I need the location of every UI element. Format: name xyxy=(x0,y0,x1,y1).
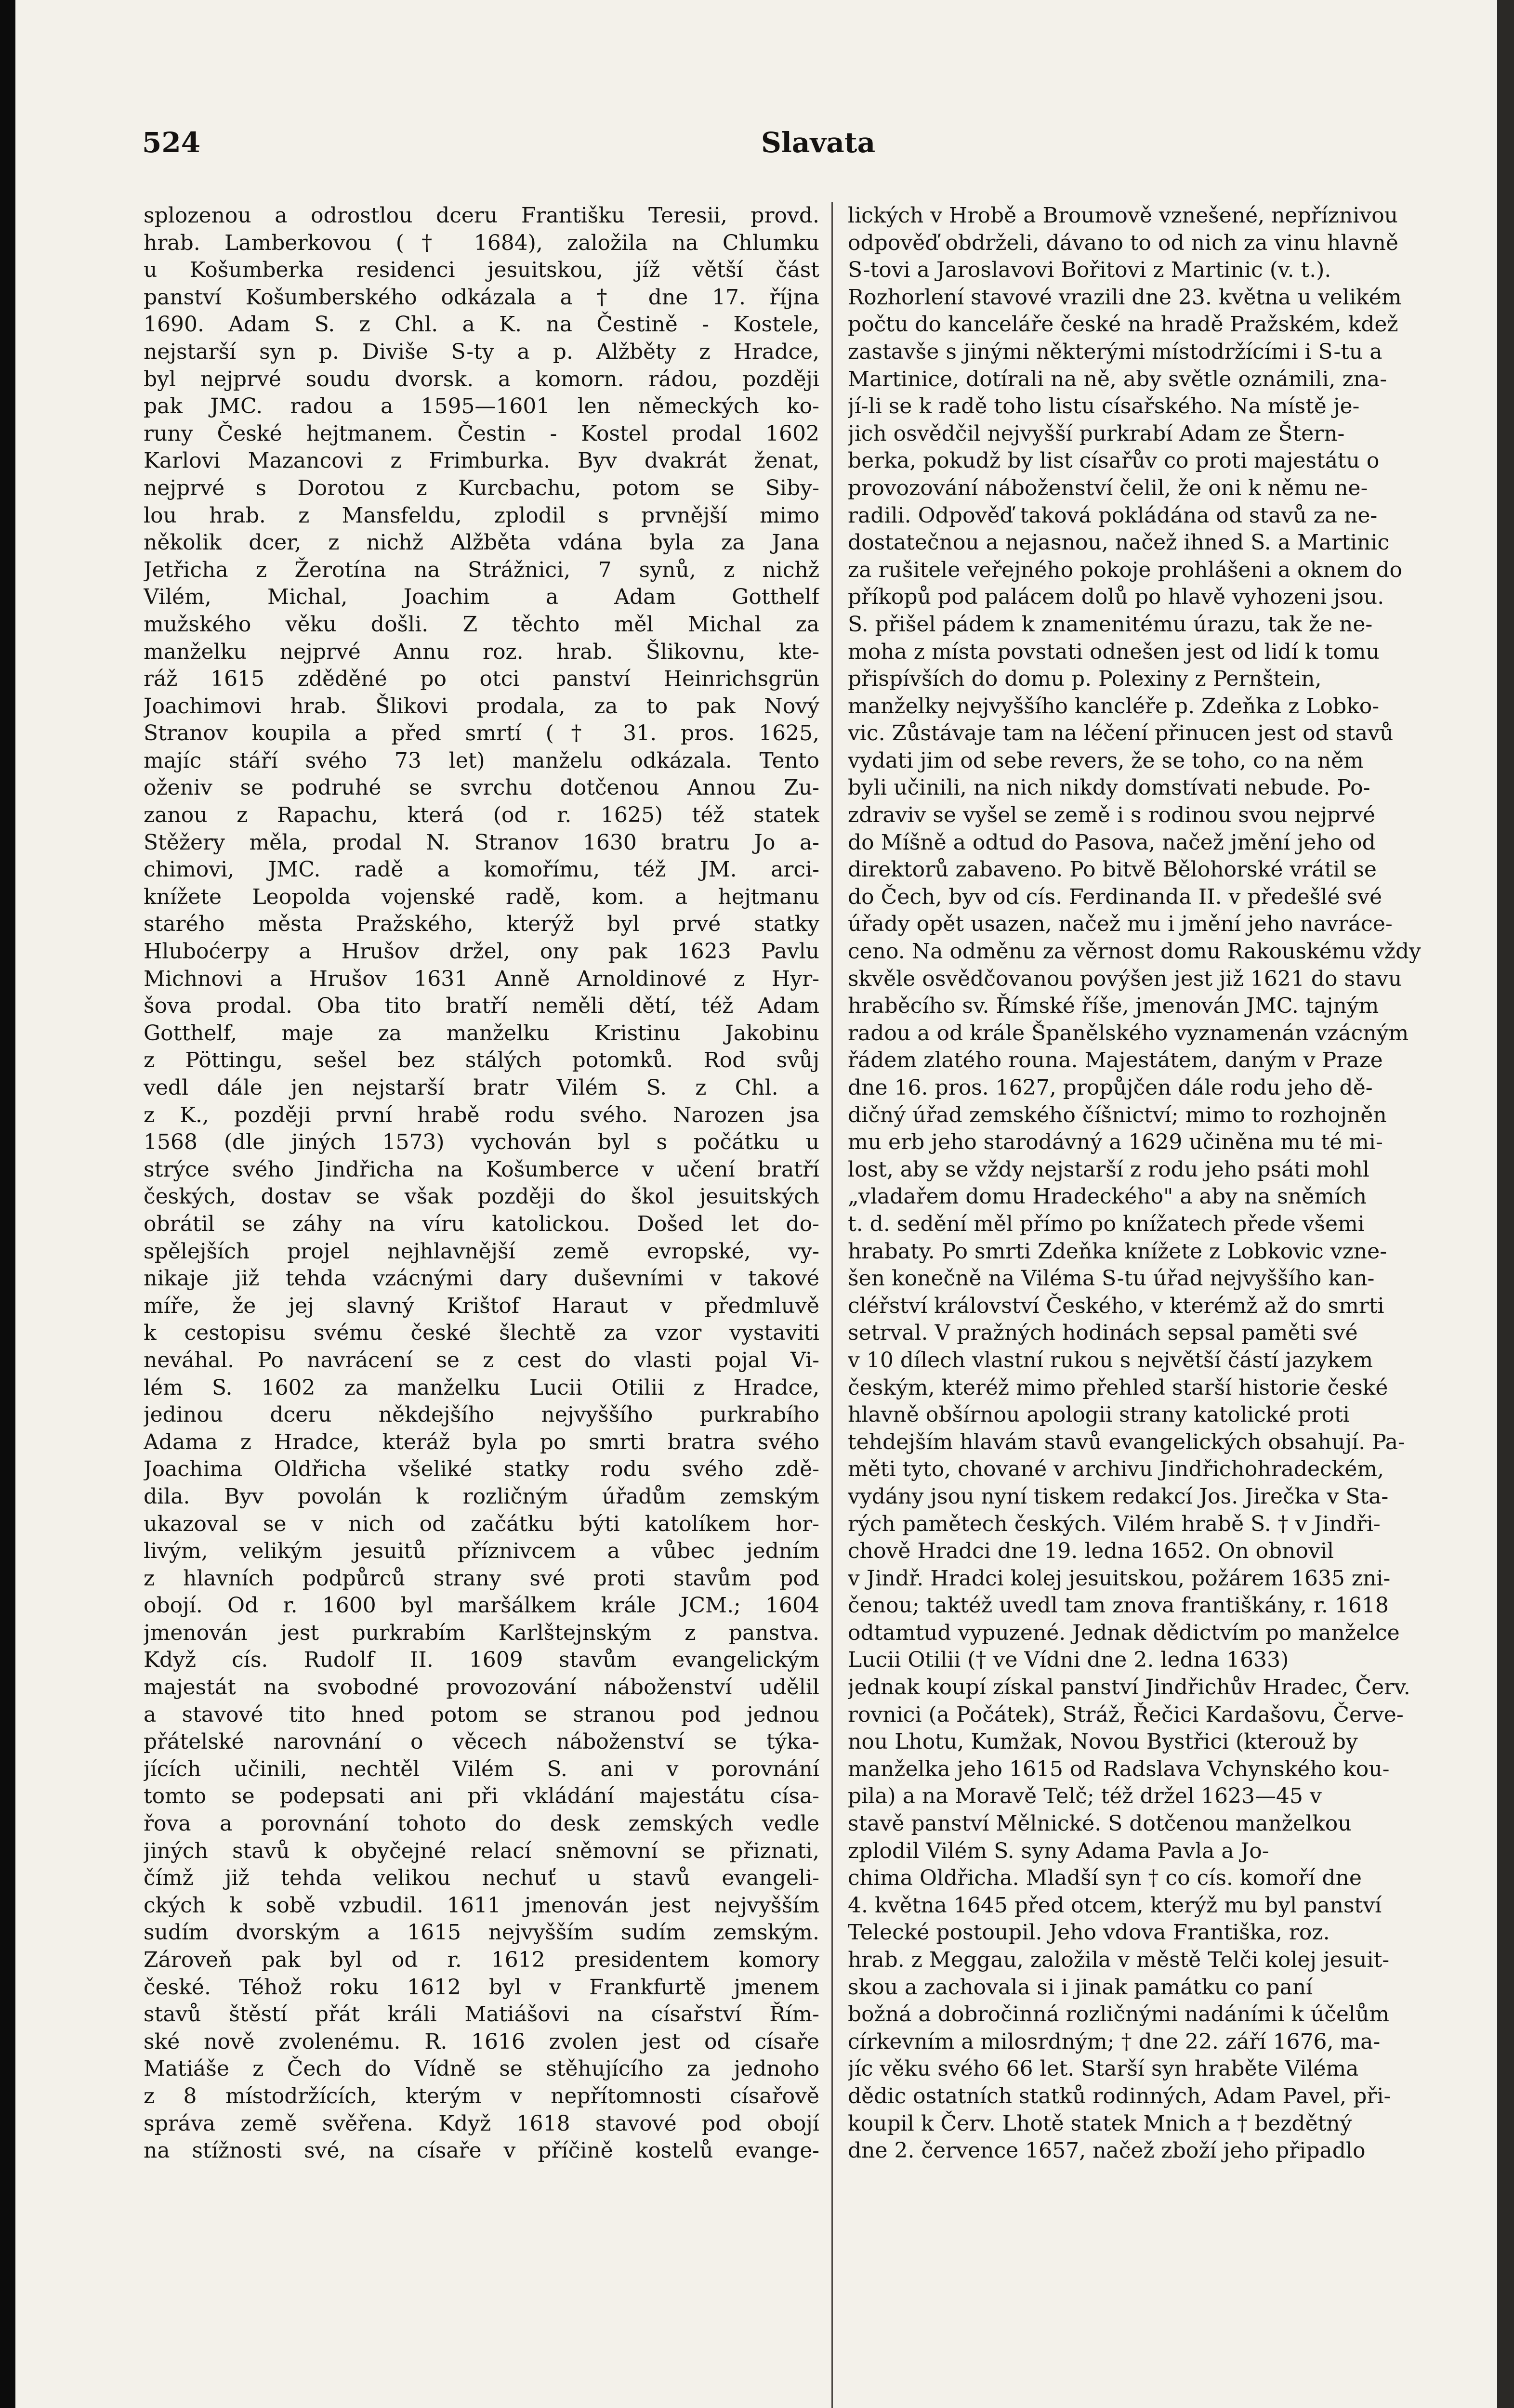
left-column-line: manželku nejprvé Annu roz. hrab. Šlikovnu, kte- xyxy=(144,639,819,664)
right-column-line: „vladařem domu Hradeckého" a aby na sněmích xyxy=(848,1184,1367,1209)
right-column-line: jí-li se k radě toho listu císařského. Na místě je- xyxy=(848,394,1360,419)
left-column-line: šova prodal. Oba tito bratří neměli dětí, též Adam xyxy=(144,994,819,1019)
right-column-line: jich osvědčil nejvyšší purkrabí Adam ze Štern- xyxy=(848,421,1345,446)
right-column-line: zastavše s jinými některými místodržícími i S-tu a xyxy=(848,339,1382,364)
right-column-line: Rozhorlení stavové vrazili dne 23. května u velikém xyxy=(848,285,1402,310)
left-column-line: z K., později první hrabě rodu svého. Narozen jsa xyxy=(144,1102,819,1127)
left-column-line: knížete Leopolda vojenské radě, kom. a hejtmanu xyxy=(144,884,819,909)
right-column-line: provozování náboženství čelil, že oni k němu ne- xyxy=(848,475,1368,500)
right-column-line: skvěle osvědčovanou povýšen jest již 1621 do stavu xyxy=(848,966,1402,991)
left-column-line: strýce svého Jindřicha na Košumberce v učení bratří xyxy=(144,1157,819,1182)
right-column-line: direktorů zabaveno. Po bitvě Bělohorské vrátil se xyxy=(848,857,1377,882)
right-column-line: chově Hradci dne 19. ledna 1652. On obnovil xyxy=(848,1539,1334,1564)
running-head: Slavata xyxy=(761,126,876,159)
right-column-line: lost, aby se vždy nejstarší z rodu jeho psáti mohl xyxy=(848,1157,1369,1182)
right-column-line: rých pamětech českých. Vilém hrabě S. † v Jindři- xyxy=(848,1511,1381,1536)
right-column-line: cléřství království Českého, v kterémž až do smrti xyxy=(848,1293,1384,1318)
left-column-line: Když cís. Rudolf II. 1609 stavům evangelickým xyxy=(144,1648,819,1673)
left-column-line: ráž 1615 zděděné po otci panství Heinrichsgrün xyxy=(144,667,819,692)
right-column-line: dostatečnou a nejasnou, načež ihned S. a Martinic xyxy=(848,530,1390,555)
left-column-line: byl nejprvé soudu dvorsk. a komorn. rádou, později xyxy=(144,366,819,392)
right-column-line: setrval. V pražných hodinách sepsal paměti své xyxy=(848,1321,1358,1346)
right-column-line: úřady opět usazen, načež mu i jmění jeho navráce- xyxy=(848,912,1393,937)
right-column-line: do Čech, byv od cís. Ferdinanda II. v předešlé své xyxy=(848,884,1382,909)
right-column-line: rovnici (a Počátek), Stráž, Řečici Kardašovu, Červe- xyxy=(848,1702,1404,1727)
right-column-line: nou Lhotu, Kumžak, Novou Bystřici (kterouž by xyxy=(848,1729,1358,1754)
right-column-line: ceno. Na odměnu za věrnost domu Rakouskému vždy xyxy=(848,939,1421,964)
left-column-line: Vilém, Michal, Joachim a Adam Gotthelf xyxy=(144,585,819,610)
left-column-line: přátelské narovnání o věcech náboženství se týka- xyxy=(144,1729,819,1754)
left-column-line: Michnovi a Hrušov 1631 Anně Arnoldinové z Hyr- xyxy=(144,966,819,991)
right-column-line: čenou; taktéž uvedl tam znova františkány, r. 1618 xyxy=(848,1593,1389,1618)
left-column-line: ukazoval se v nich od začátku býti katolíkem hor- xyxy=(144,1511,819,1536)
left-column-line: k cestopisu svému české šlechtě za vzor vystaviti xyxy=(144,1321,819,1346)
left-column-line: nejprvé s Dorotou z Kurcbachu, potom se Siby- xyxy=(144,475,819,500)
left-column-line: Gotthelf, maje za manželku Kristinu Jakobinu xyxy=(144,1021,819,1046)
left-column-line: splozenou a odrostlou dceru Františku Teresii, provd. xyxy=(144,203,819,228)
left-column-line: Adama z Hradce, kteráž byla po smrti bratra svého xyxy=(144,1429,819,1454)
left-column-line: dila. Byv povolán k rozličným úřadům zemským xyxy=(144,1484,819,1509)
right-column-line: vydati jim od sebe revers, že se toho, co na něm xyxy=(848,748,1364,773)
left-column-line: runy České hejtmanem. Čestin - Kostel prodal 1602 xyxy=(144,421,819,446)
right-column-line: měti tyto, chované v archivu Jindřichohradeckém, xyxy=(848,1457,1384,1482)
right-column-line: jíc věku svého 66 let. Starší syn hraběte Viléma xyxy=(848,2056,1359,2081)
left-column-line: 1568 (dle jiných 1573) vychován byl s počátku u xyxy=(144,1130,819,1155)
right-column-line: řádem zlatého rouna. Majestátem, daným v Praze xyxy=(848,1048,1383,1073)
left-column-line: spělejších projel nejhlavnější země evropské, vy- xyxy=(144,1239,819,1264)
right-column-line: jednak koupí získal panství Jindřichův Hradec, Červ. xyxy=(848,1675,1410,1700)
right-column-line: chima Oldřicha. Mladší syn † co cís. komoří dne xyxy=(848,1866,1362,1891)
right-column-line: dne 16. pros. 1627, propůjčen dále rodu jeho dě- xyxy=(848,1075,1373,1100)
left-column-line: u Košumberka residenci jesuitskou, jíž větší část xyxy=(144,258,819,283)
right-column-line: 4. května 1645 před otcem, kterýž mu byl panství xyxy=(848,1893,1382,1918)
left-column-line: obrátil se záhy na víru katolickou. Došed let do- xyxy=(144,1211,819,1236)
right-column-line: českým, kteréž mimo přehled starší historie české xyxy=(848,1375,1388,1400)
left-column-line: chimovi, JMC. radě a komořímu, též JM. arci- xyxy=(144,857,819,882)
left-column-line: řova a porovnání tohoto do desk zemských vedle xyxy=(144,1811,819,1836)
left-column-line: z 8 místodržících, kterým v nepřítomnosti císařově xyxy=(144,2083,819,2108)
left-column-line: Joachima Oldřicha všeliké statky rodu svého zdě- xyxy=(144,1457,819,1482)
left-column-line: sudím dvorským a 1615 nejvyšším sudím zemským. xyxy=(144,1920,819,1945)
left-column-line: čímž již tehda velikou nechuť u stavů evangeli- xyxy=(144,1866,819,1891)
left-column-line: míře, že jej slavný Krištof Haraut v předmluvě xyxy=(144,1293,819,1318)
scan-left-border xyxy=(0,0,15,2408)
right-column-line: zdraviv se vyšel se země i s rodinou svou nejprvé xyxy=(848,803,1375,828)
right-column-line: koupil k Červ. Lhotě statek Mnich a † bezdětný xyxy=(848,2111,1352,2136)
right-column-line: hrabaty. Po smrti Zdeňka knížete z Lobkovic vzne- xyxy=(848,1239,1387,1264)
right-column-line: lických v Hrobě a Broumově vznešené, nepříznivou xyxy=(848,203,1398,228)
right-column-line: moha z místa povstati odnešen jest od lidí k tomu xyxy=(848,639,1380,664)
right-column-line: dne 2. července 1657, načež zboží jeho připadlo xyxy=(848,2138,1366,2163)
page-number: 524 xyxy=(142,126,201,159)
left-column-line: a stavové tito hned potom se stranou pod jednou xyxy=(144,1702,819,1727)
right-column-line: radili. Odpověď taková pokládána od stavů za ne- xyxy=(848,503,1378,528)
right-column-line: tehdejším hlavám stavů evangelických obsahují. Pa- xyxy=(848,1429,1405,1454)
right-column-line: šen konečně na Viléma S-tu úřad nejvyššího kan- xyxy=(848,1266,1375,1291)
left-column-line: jiných stavů k obyčejné relací sněmovní se přiznati, xyxy=(144,1838,819,1863)
right-column-line: dičný úřad zemského číšnictví; mimo to rozhojněn xyxy=(848,1102,1387,1127)
right-column-line: pila) a na Moravě Telč; též držel 1623—45 v xyxy=(848,1784,1322,1809)
right-column-line: v Jindř. Hradci kolej jesuitskou, požárem 1635 zni- xyxy=(848,1566,1391,1591)
left-column-line: lém S. 1602 za manželku Lucii Otilii z Hradce, xyxy=(144,1375,819,1400)
right-column-line: Telecké postoupil. Jeho vdova Františka, roz. xyxy=(848,1920,1330,1945)
right-column-line: počtu do kanceláře české na hradě Pražském, kdež xyxy=(848,312,1398,337)
left-column-line: obojí. Od r. 1600 byl maršálkem krále JCM.; 1604 xyxy=(144,1593,819,1618)
left-column-line: starého města Pražského, kterýž byl prvé statky xyxy=(144,912,819,937)
left-column-line: z hlavních podpůrců strany své proti stavům pod xyxy=(144,1566,819,1591)
right-column-line: stavě panství Mělnické. S dotčenou manželkou xyxy=(848,1811,1352,1836)
left-column-line: hrab. Lamberkovou († 1684), založila na Chlumku xyxy=(144,230,819,255)
column-rule xyxy=(831,202,833,2408)
right-column-line: S-tovi a Jaroslavovi Bořitovi z Martinic (v. t.). xyxy=(848,258,1331,283)
left-column-line: českých, dostav se však později do škol jesuitských xyxy=(144,1184,819,1209)
left-column-line: jících učinili, nechtěl Vilém S. ani v porovnání xyxy=(144,1756,819,1781)
left-column-line: neváhal. Po navrácení se z cest do vlasti pojal Vi- xyxy=(144,1348,819,1373)
left-column-line: několik dcer, z nichž Alžběta vdána byla za Jana xyxy=(144,530,819,555)
right-column-line: hlavně obšírnou apologii strany katolické proti xyxy=(848,1402,1350,1427)
left-column-line: ské nově zvolenému. R. 1616 zvolen jest od císaře xyxy=(144,2029,819,2054)
left-column-line: na stížnosti své, na císaře v příčině kostelů evange- xyxy=(144,2138,819,2163)
right-column-line: manželky nejvyššího kancléře p. Zdeňka z Lobko- xyxy=(848,694,1380,719)
right-column-line: manželka jeho 1615 od Radslava Vchynského kou- xyxy=(848,1756,1390,1781)
right-column-line: radou a od krále Španělského vyznamenán vzácným xyxy=(848,1021,1409,1046)
left-column-line: majíc stáří svého 73 let) manželu odkázala. Tento xyxy=(144,748,819,773)
left-column-line: ckých k sobě vzbudil. 1611 jmenován jest nejvyšším xyxy=(144,1893,819,1918)
left-column-line: Jetřicha z Žerotína na Strážnici, 7 synů, z nichž xyxy=(144,557,819,582)
right-column-line: berka, pokudž by list císařův co proti majestátu o xyxy=(848,448,1380,473)
left-column-line: vedl dále jen nejstarší bratr Vilém S. z Chl. a xyxy=(144,1075,819,1100)
left-column-line: české. Téhož roku 1612 byl v Frankfurtě jmenem xyxy=(144,1975,819,2000)
right-column-line: mu erb jeho starodávný a 1629 učiněna mu té mi- xyxy=(848,1130,1383,1155)
left-column-line: livým, velikým jesuitů příznivcem a vůbec jedním xyxy=(144,1539,819,1564)
right-column-line: hrab. z Meggau, založila v městě Telči kolej jesuit- xyxy=(848,1948,1390,1972)
right-column-line: Lucii Otilii († ve Vídni dne 2. ledna 1633) xyxy=(848,1648,1289,1673)
right-column-line: hraběcího sv. Římské říše, jmenován JMC. tajným xyxy=(848,994,1379,1019)
left-column-line: Matiáše z Čech do Vídně se stěhujícího za jednoho xyxy=(144,2056,819,2081)
left-column-line: mužského věku došli. Z těchto měl Michal za xyxy=(144,612,819,637)
left-column xyxy=(144,202,819,2408)
left-column-line: tomto se podepsati ani při vkládání majestátu císa- xyxy=(144,1784,819,1809)
left-column-line: Stranov koupila a před smrtí († 31. pros. 1625, xyxy=(144,721,819,746)
right-column-line: Martinice, dotírali na ně, aby světle oznámili, zna- xyxy=(848,366,1387,392)
left-column-line: nikaje již tehda vzácnými dary duševními v takové xyxy=(144,1266,819,1291)
left-column-line: panství Košumberského odkázala a † dne 17. října xyxy=(144,285,819,310)
right-column-line: zplodil Vilém S. syny Adama Pavla a Jo- xyxy=(848,1838,1269,1863)
right-column-line: příkopů pod palácem dolů po hlavě vyhozeni jsou. xyxy=(848,585,1384,610)
right-column-line: církevním a milosrdným; † dne 22. září 1676, ma- xyxy=(848,2029,1381,2054)
left-column-line: z Pöttingu, sešel bez stálých potomků. Rod svůj xyxy=(144,1048,819,1073)
left-column-line: správa země svěřena. Když 1618 stavové pod obojí xyxy=(144,2111,819,2136)
right-column-line: do Míšně a odtud do Pasova, načež jmění jeho od xyxy=(848,830,1376,855)
left-column-line: oženiv se podruhé se svrchu dotčenou Annou Zu- xyxy=(144,775,819,800)
right-column xyxy=(848,202,1514,2408)
right-column-line: S. přišel pádem k znamenitému úrazu, tak že ne- xyxy=(848,612,1373,637)
left-column-line: 1690. Adam S. z Chl. a K. na Čestině - Kostele, xyxy=(144,312,819,337)
right-column-line: přispívších do domu p. Polexiny z Pernštein, xyxy=(848,667,1322,692)
right-column-line: t. d. sedění měl přímo po knížatech přede všemi xyxy=(848,1211,1365,1236)
right-column-line: božná a dobročinná rozličnými nadáními k účelům xyxy=(848,2002,1389,2027)
right-column-line: dědic ostatních statků rodinných, Adam Pavel, při- xyxy=(848,2083,1391,2108)
left-column-line: Zároveň pak byl od r. 1612 presidentem komory xyxy=(144,1948,819,1972)
left-column-line: pak JMC. radou a 1595—1601 len německých ko- xyxy=(144,394,819,419)
right-column-line: vydány jsou nyní tiskem redakcí Jos. Jirečka v Sta- xyxy=(848,1484,1389,1509)
left-column-line: lou hrab. z Mansfeldu, zplodil s prvnější mimo xyxy=(144,503,819,528)
left-column-line: Karlovi Mazancovi z Frimburka. Byv dvakrát ženat, xyxy=(144,448,819,473)
left-column-line: jmenován jest purkrabím Karlštejnským z panstva. xyxy=(144,1620,819,1645)
right-column-line: v 10 dílech vlastní rukou s největší částí jazykem xyxy=(848,1348,1373,1373)
left-column-line: Stěžery měla, prodal N. Stranov 1630 bratru Jo a- xyxy=(144,830,819,855)
left-column-line: nejstarší syn p. Diviše S-ty a p. Alžběty z Hradce, xyxy=(144,339,819,364)
right-column-line: odtamtud vypuzené. Jednak dědictvím po manželce xyxy=(848,1620,1400,1645)
left-column-line: majestát na svobodné provozování náboženství udělil xyxy=(144,1675,819,1700)
right-column-line: odpověď obdrželi, dávano to od nich za vinu hlavně xyxy=(848,230,1398,255)
right-column-line: byli učinili, na nich nikdy domstívati nebude. Po- xyxy=(848,775,1370,800)
left-column-line: Joachimovi hrab. Šlikovi prodala, za to pak Nový xyxy=(144,694,819,719)
right-column-line: za rušitele veřejného pokoje prohlášeni a oknem do xyxy=(848,557,1402,582)
left-column-line: zanou z Rapachu, která (od r. 1625) též statek xyxy=(144,803,819,828)
right-column-line: skou a zachovala si i jinak památku co paní xyxy=(848,1975,1313,2000)
left-column-line: Hluboćerpy a Hrušov držel, ony pak 1623 Pavlu xyxy=(144,939,819,964)
right-column-line: vic. Zůstávaje tam na léčení přinucen jest od stavů xyxy=(848,721,1394,746)
left-column-line: stavů štěstí přát králi Matiášovi na císařství Řím- xyxy=(144,2002,819,2027)
left-column-line: jedinou dceru někdejšího nejvyššího purkrabího xyxy=(144,1402,819,1427)
